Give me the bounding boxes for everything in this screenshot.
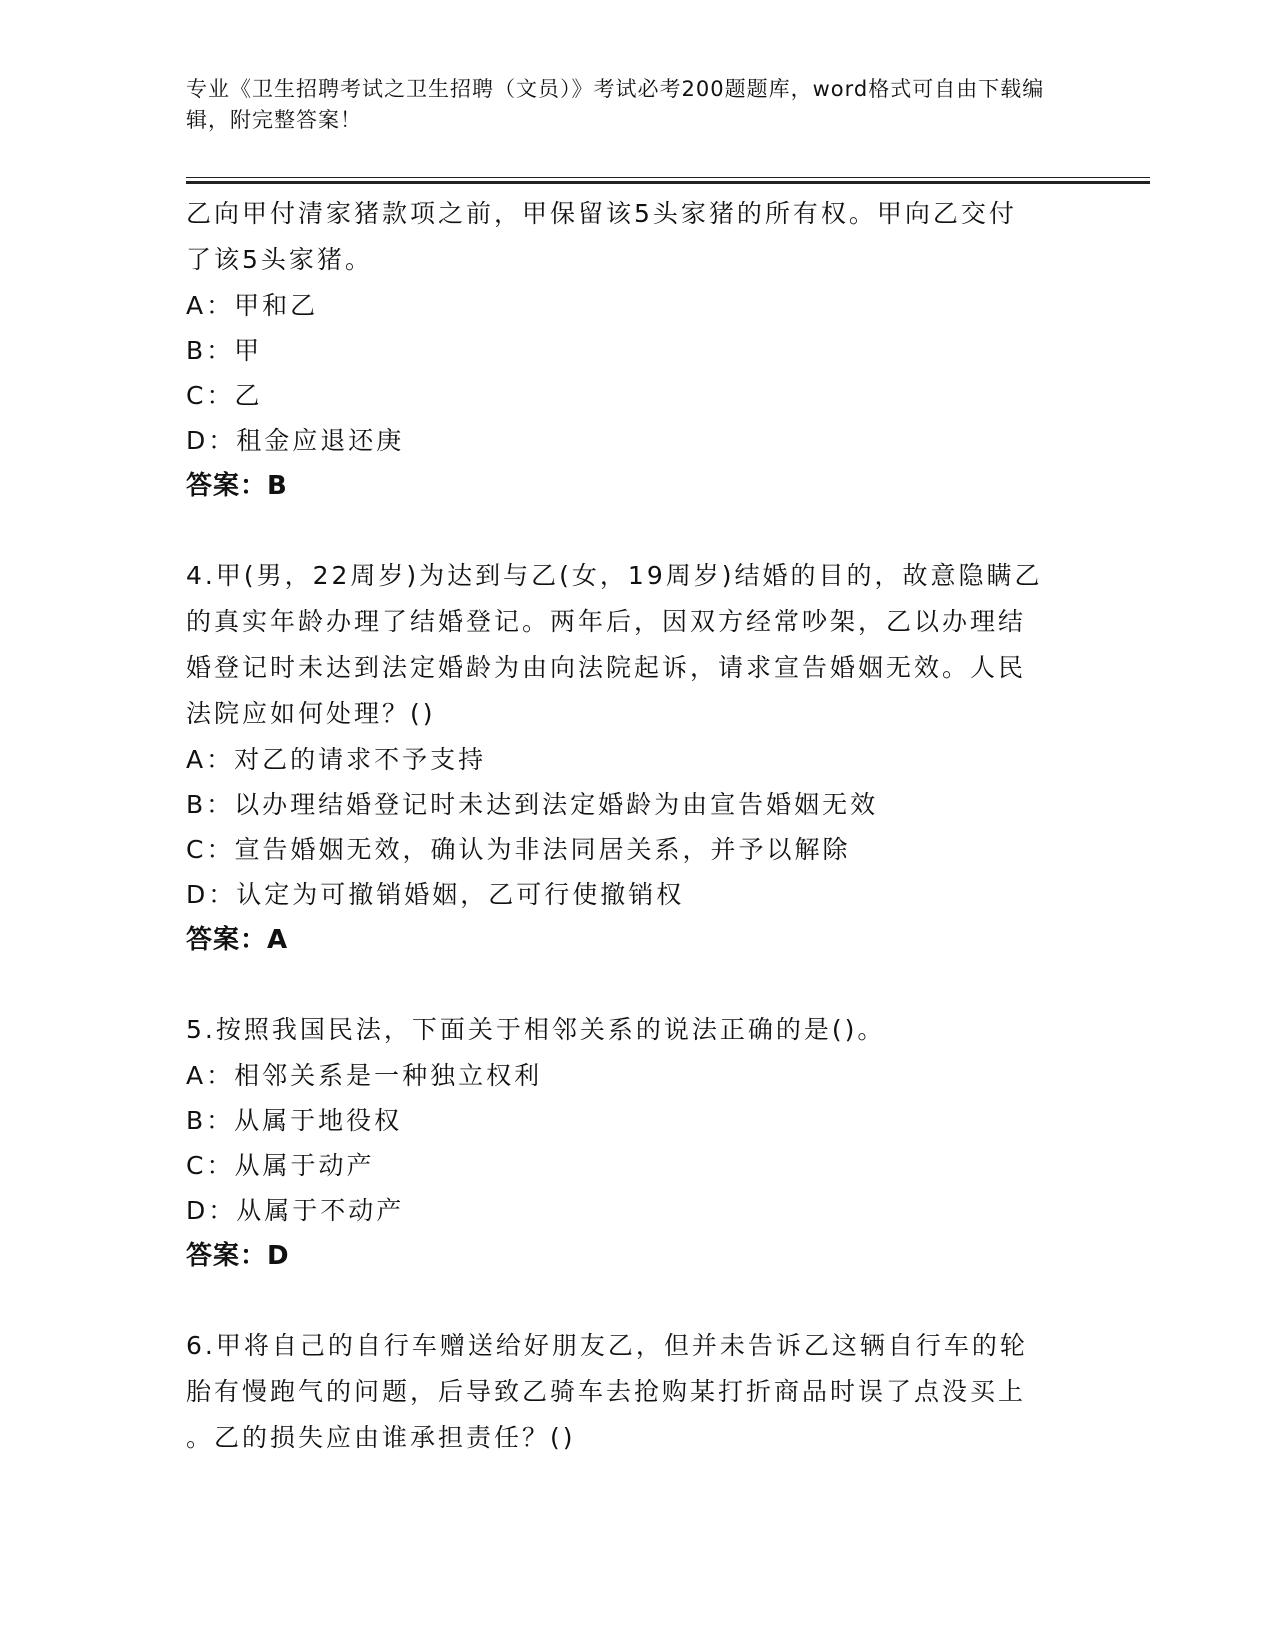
question-text-line: 4.甲(男，22周岁)为达到与乙(女，19周岁)结婚的目的，故意隐瞒乙 bbox=[186, 561, 1043, 590]
option-a: A：甲和乙 bbox=[186, 291, 319, 320]
document-body bbox=[186, 191, 1086, 1461]
option-d: D：认定为可撤销婚姻，乙可行使撤销权 bbox=[186, 880, 685, 909]
option-b: B：甲 bbox=[186, 336, 263, 365]
spacer bbox=[186, 509, 1086, 553]
option-c: C：从属于动产 bbox=[186, 1151, 375, 1180]
question-5 bbox=[186, 1007, 1086, 1279]
question-4 bbox=[186, 553, 1086, 963]
answer: 答案：D bbox=[186, 1241, 290, 1271]
document-header: 专业《卫生招聘考试之卫生招聘（文员）》考试必考200题题库，word格式可自由下载编辑，附完整答案！ bbox=[186, 77, 1045, 132]
question-text-line: 乙向甲付清家猪款项之前，甲保留该5头家猪的所有权。甲向乙交付 bbox=[186, 199, 1017, 228]
spacer bbox=[186, 963, 1086, 1007]
question-text-line: 的真实年龄办理了结婚登记。两年后，因双方经常吵架，乙以办理结 bbox=[186, 607, 1027, 636]
question-text-line: 胎有慢跑气的问题，后导致乙骑车去抢购某打折商品时误了点没买上 bbox=[186, 1377, 1027, 1406]
question-text-line: 了该5头家猪。 bbox=[186, 245, 373, 274]
question-6 bbox=[186, 1323, 1086, 1461]
option-b: B：从属于地役权 bbox=[186, 1106, 403, 1135]
option-a: A：相邻关系是一种独立权利 bbox=[186, 1061, 543, 1090]
question-text-line: 婚登记时未达到法定婚龄为由向法院起诉，请求宣告婚姻无效。人民 bbox=[186, 653, 1027, 682]
question-text-line: 5.按照我国民法，下面关于相邻关系的说法正确的是()。 bbox=[186, 1015, 886, 1044]
option-c: C：乙 bbox=[186, 381, 263, 410]
answer: 答案：A bbox=[186, 925, 289, 955]
question-text-line: 法院应如何处理？() bbox=[186, 699, 436, 728]
option-d: D：从属于不动产 bbox=[186, 1196, 405, 1225]
option-a: A：对乙的请求不予支持 bbox=[186, 745, 487, 774]
question-text-line: 。乙的损失应由谁承担责任？() bbox=[186, 1423, 576, 1452]
answer: 答案：B bbox=[186, 471, 288, 501]
question-text-line: 6.甲将自己的自行车赠送给好朋友乙，但并未告诉乙这辆自行车的轮 bbox=[186, 1331, 1028, 1360]
option-c: C：宣告婚姻无效，确认为非法同居关系，并予以解除 bbox=[186, 835, 851, 864]
question-3 bbox=[186, 191, 1086, 509]
header-rule-thin bbox=[186, 177, 1150, 178]
option-d: D：租金应退还庚 bbox=[186, 426, 405, 455]
option-b: B：以办理结婚登记时未达到法定婚龄为由宣告婚姻无效 bbox=[186, 790, 879, 819]
header-rule-thick bbox=[186, 181, 1150, 184]
spacer bbox=[186, 1279, 1086, 1323]
